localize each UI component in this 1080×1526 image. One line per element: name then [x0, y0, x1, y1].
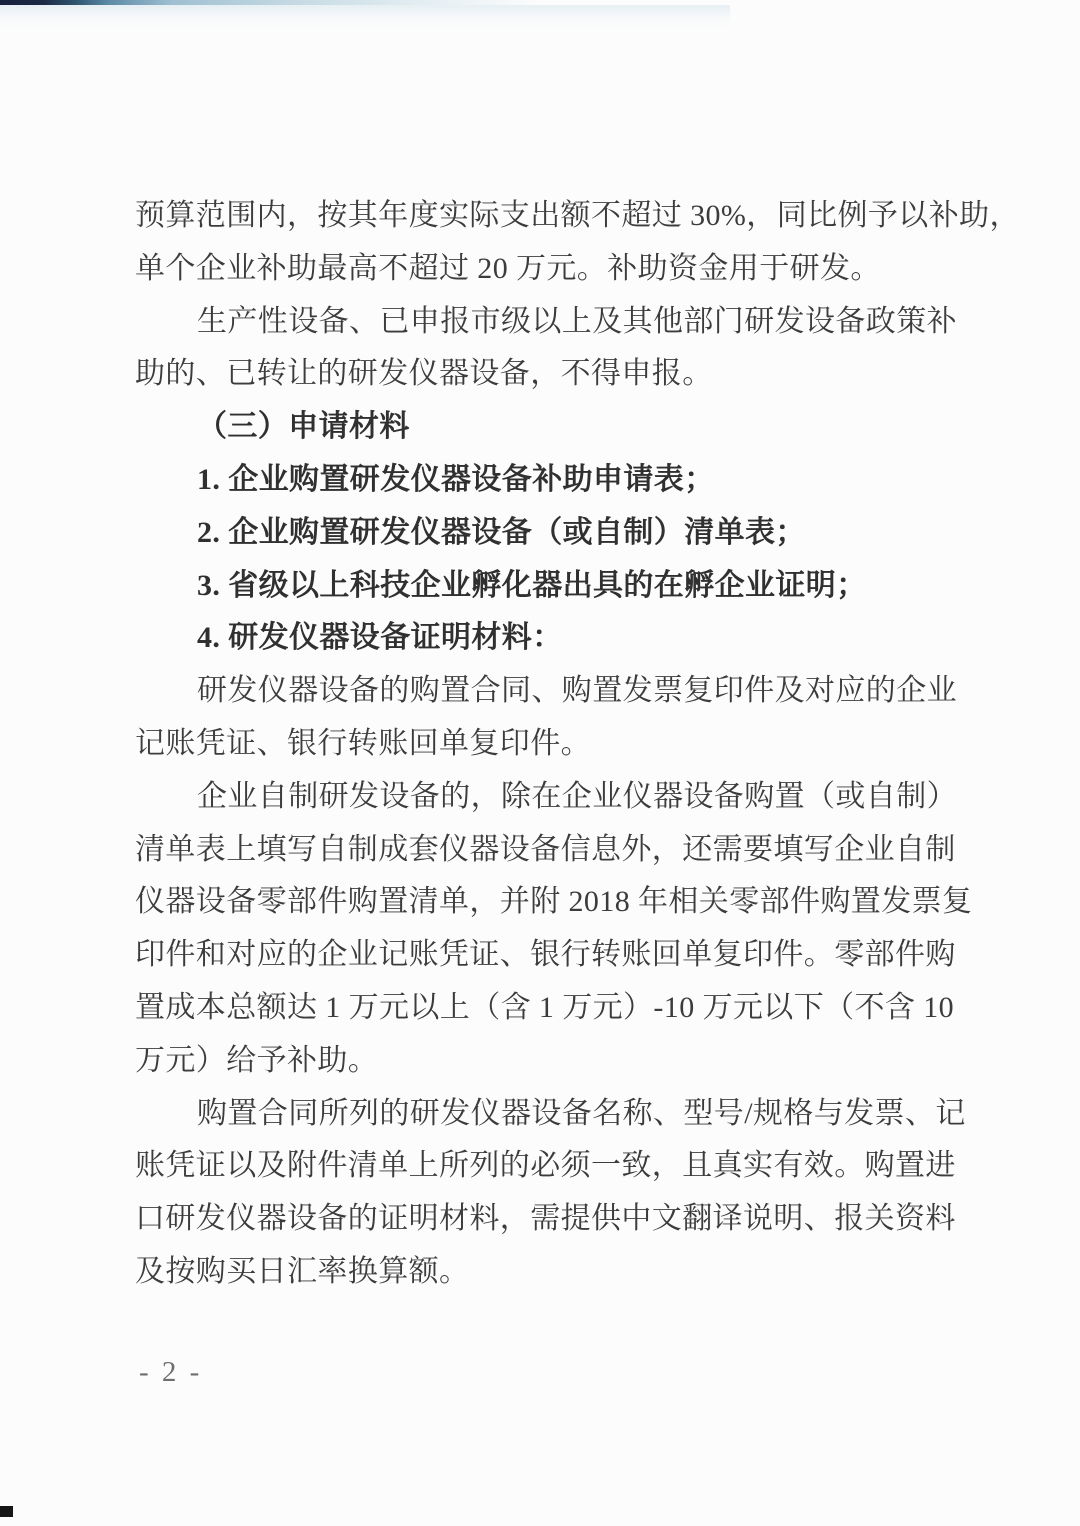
scan-artifact-corner-mark — [0, 1506, 13, 1517]
text-line: 3. 省级以上科技企业孵化器出具的在孵企业证明； — [197, 568, 867, 602]
text-line: （三）申请材料 — [197, 410, 410, 444]
text-line: 购置合同所列的研发仪器设备名称、型号/规格与发票、记 — [197, 1096, 966, 1130]
document-body — [135, 190, 1020, 1299]
text-line: 单个企业补助最高不超过 20 万元。补助资金用于研发。 — [135, 251, 881, 285]
text-line: 记账凭证、银行转账回单复印件。 — [135, 726, 591, 760]
text-line: 4. 研发仪器设备证明材料： — [197, 621, 563, 655]
text-line: 及按购买日汇率换算额。 — [135, 1254, 470, 1288]
text-line: 口研发仪器设备的证明材料，需提供中文翻译说明、报关资料 — [135, 1202, 956, 1236]
text-line: 助的、已转让的研发仪器设备，不得申报。 — [135, 357, 713, 391]
text-line: 生产性设备、已申报市级以上及其他部门研发设备政策补 — [197, 304, 957, 338]
text-line: 万元）给予补助。 — [135, 1043, 379, 1077]
text-line: 研发仪器设备的购置合同、购置发票复印件及对应的企业 — [197, 674, 957, 708]
text-line: 预算范围内，按其年度实际支出额不超过 30%，同比例予以补助， — [135, 199, 1020, 232]
text-line: 仪器设备零部件购置清单，并附 2018 年相关零部件购置发票复 — [135, 885, 973, 919]
text-line: 1. 企业购置研发仪器设备补助申请表； — [197, 462, 715, 496]
text-line: 清单表上填写自制成套仪器设备信息外，还需要填写企业自制 — [135, 832, 956, 866]
scan-artifact-top-haze — [0, 5, 730, 31]
text-line: 印件和对应的企业记账凭证、银行转账回单复印件。零部件购 — [135, 938, 956, 972]
text-line: 置成本总额达 1 万元以上（含 1 万元）-10 万元以下（不含 10 — [135, 990, 954, 1024]
text-line: 企业自制研发设备的，除在企业仪器设备购置（或自制） — [197, 779, 957, 813]
text-line: 2. 企业购置研发仪器设备（或自制）清单表； — [197, 515, 806, 549]
page-number: - 2 - — [139, 1356, 203, 1388]
text-line: 账凭证以及附件清单上所列的必须一致，且真实有效。购置进 — [135, 1149, 956, 1183]
